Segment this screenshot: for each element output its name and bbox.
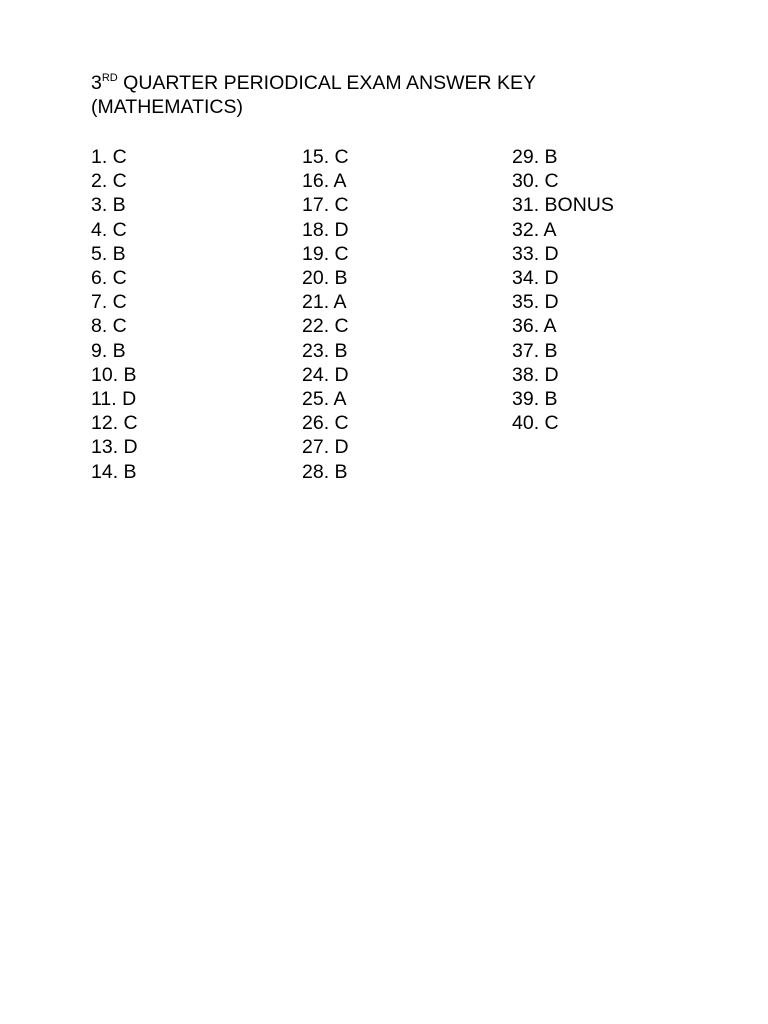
answer-item: 28. B <box>302 460 348 483</box>
page-title <box>91 71 536 119</box>
answer-item: 25. A <box>302 388 347 411</box>
answer-item: 23. B <box>302 339 348 362</box>
answer-column-2 <box>302 145 349 484</box>
answer-item: 2. C <box>91 170 127 193</box>
answer-item: 5. B <box>91 242 126 265</box>
answer-item: 15. C <box>302 146 349 168</box>
answer-item: 9. B <box>91 339 126 362</box>
answer-column-3 <box>512 145 614 435</box>
answer-item: 6. C <box>91 267 127 290</box>
answer-column-1 <box>91 145 138 484</box>
answer-item: 22. C <box>302 315 349 338</box>
answer-item: 38. D <box>512 363 559 386</box>
answer-item: 16. A <box>302 170 347 193</box>
answer-item: 18. D <box>302 218 349 241</box>
answer-item: 3. B <box>91 194 126 217</box>
title-line1-rest: QUARTER PERIODICAL EXAM ANSWER KEY <box>117 72 537 94</box>
answer-item: 20. B <box>302 267 348 290</box>
answer-item: 39. B <box>512 388 558 411</box>
answer-item: 32. A <box>512 218 557 241</box>
answer-item: 14. B <box>91 460 137 483</box>
answer-item: 21. A <box>302 291 347 314</box>
answer-item: 1. C <box>91 146 127 168</box>
answer-item: 29. B <box>512 146 558 168</box>
answer-item: 11. D <box>91 388 137 411</box>
title-subject: (MATHEMATICS) <box>91 96 244 118</box>
answer-item: 40. C <box>512 412 559 435</box>
answer-item: 31. BONUS <box>512 194 614 217</box>
answer-item: 19. C <box>302 242 349 265</box>
answer-item: 17. C <box>302 194 349 217</box>
answer-item: 27. D <box>302 436 349 459</box>
answer-item: 34. D <box>512 267 559 290</box>
answer-item: 30. C <box>512 170 559 193</box>
answer-item: 33. D <box>512 242 559 265</box>
answer-item: 4. C <box>91 218 127 241</box>
answer-item: 13. D <box>91 436 138 459</box>
title-ordinal-suffix: RD <box>101 71 118 84</box>
answer-item: 7. C <box>91 291 127 314</box>
title-number: 3 <box>91 72 102 94</box>
answer-item: 37. B <box>512 339 558 362</box>
answer-item: 8. C <box>91 315 127 338</box>
answer-item: 35. D <box>512 291 559 314</box>
answer-item: 36. A <box>512 315 557 338</box>
answer-item: 24. D <box>302 363 349 386</box>
answer-item: 10. B <box>91 363 137 386</box>
answer-item: 26. C <box>302 412 349 435</box>
answer-item: 12. C <box>91 412 138 435</box>
